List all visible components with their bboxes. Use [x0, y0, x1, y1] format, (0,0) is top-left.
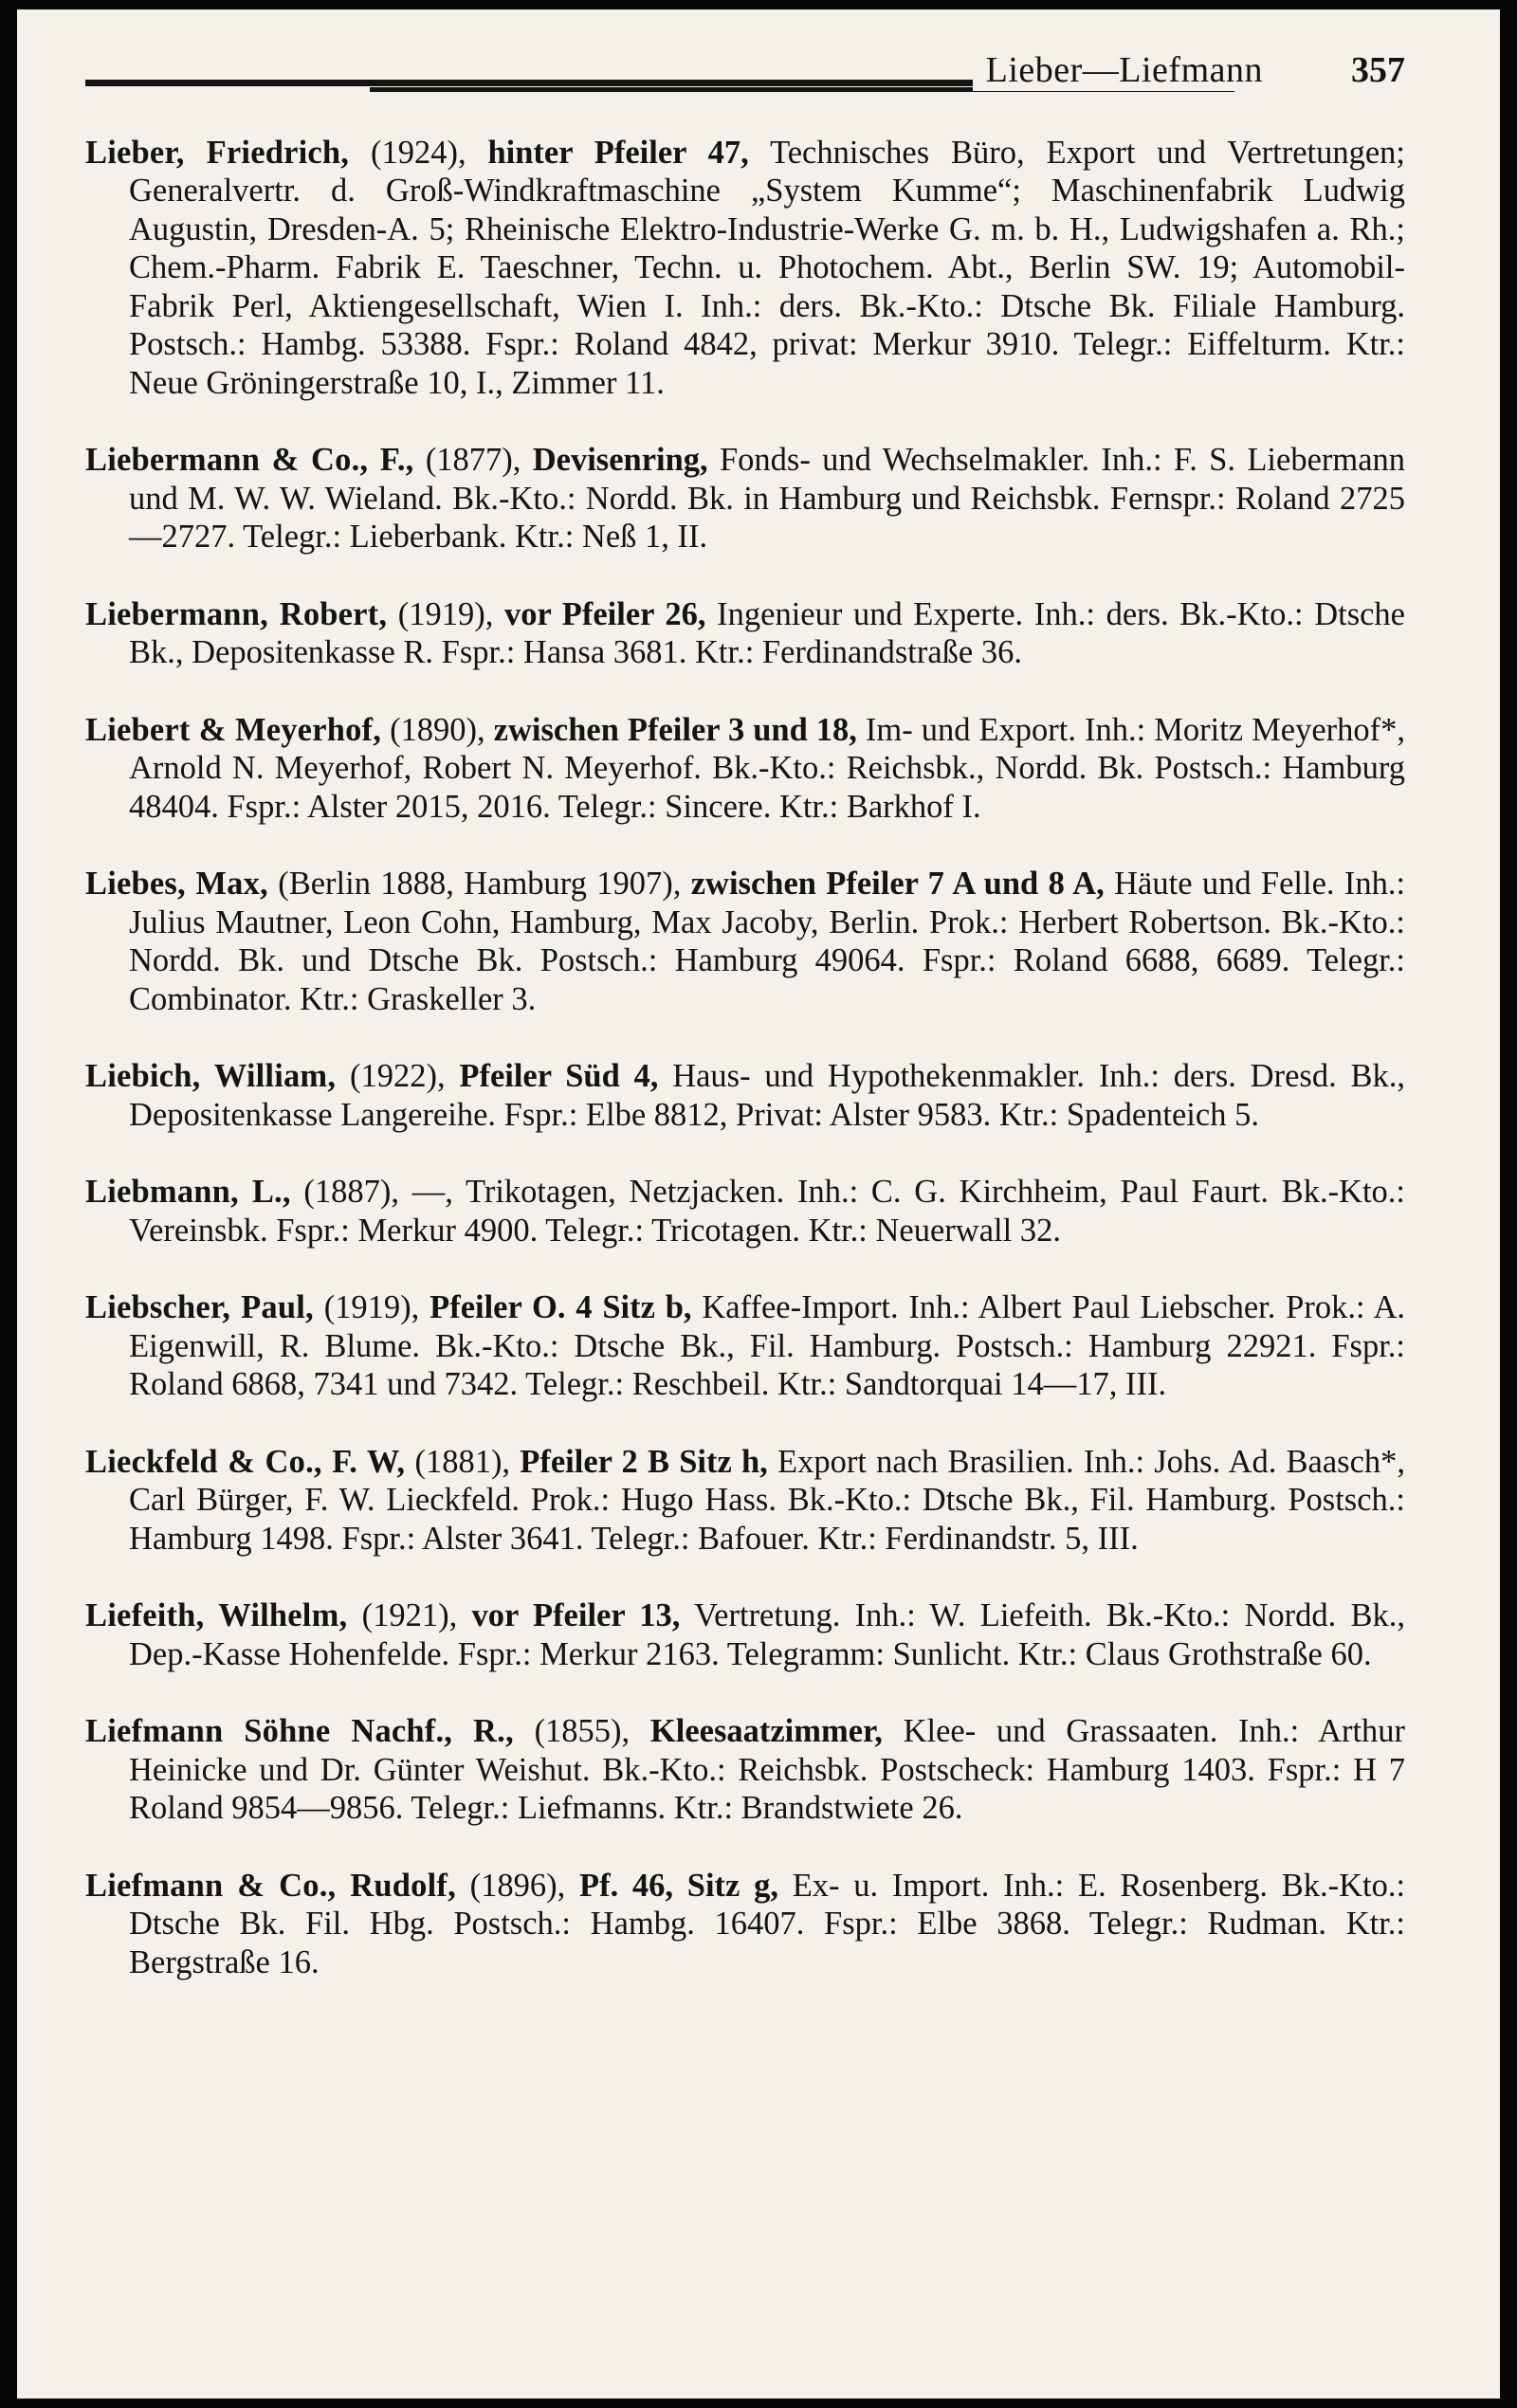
exchange-location: Pfeiler Süd 4, — [459, 1058, 659, 1094]
entry-list — [85, 134, 1405, 1982]
entry-text: Klee- und Grassaaten. Inh.: Arthur Heinicke und Dr. Günter Weishut. Bk.-Kto.: Reichsbk. Postscheck: Hamburg 1403. Fspr.: H 7 Roland 9854—9856. Telegr.: Liefmanns. Ktr.: Brandstwiete 26. — [129, 1713, 1406, 1826]
entry-text: Ex- u. Import. Inh.: E. Rosenberg. Bk.-Kto.: Dtsche Bk. Fil. Hbg. Postsch.: Hambg. 16407. Fspr.: Elbe 3868. Telegr.: Rudman. Ktr.: Bergstraße 16. — [129, 1867, 1406, 1980]
directory-entry — [85, 1596, 1405, 1673]
entry-text: Ingenieur und Experte. Inh.: ders. Bk.-Kto.: Dtsche Bk., Depositenkasse R. Fspr.: Hansa 3681. Ktr.: Ferdinandstraße 36. — [129, 595, 1405, 670]
exchange-location: Kleesaatzimmer, — [649, 1713, 883, 1749]
founding-year: (1922), — [349, 1058, 446, 1094]
founding-year: (1896), — [469, 1867, 566, 1904]
directory-entry — [85, 1173, 1405, 1250]
entry-text: Haus- und Hypothekenmakler. Inh.: ders. Dresd. Bk., Depositenkasse Langereihe. Fspr.: Elbe 8812, Privat: Alster 9583. Ktr.: Spadenteich 5. — [129, 1058, 1405, 1133]
directory-entry — [85, 441, 1405, 556]
founding-year: (1881), — [414, 1443, 511, 1480]
directory-entry — [85, 1867, 1405, 1982]
directory-entry — [85, 711, 1405, 827]
exchange-location: Pfeiler 2 B Sitz h, — [520, 1443, 768, 1480]
entry-text: Export nach Brasilien. Inh.: Johs. Ad. Baasch*, Carl Bürger, F. W. Lieckfeld. Prok.: Hugo Hass. Bk.-Kto.: Dtsche Bk., Fil. Hamburg. Postsch.: Hamburg 1498. Fspr.: Alster 3641. Telegr.: Bafouer. Ktr.: Ferdinandstr. 5, III. — [129, 1443, 1406, 1557]
directory-entry — [85, 1288, 1405, 1404]
firm-name: Liefmann Söhne Nachf., R., — [85, 1713, 514, 1749]
firm-name: Liebert & Meyerhof, — [85, 711, 382, 748]
firm-name: Liebmann, L., — [85, 1174, 291, 1210]
running-head: Lieber—Liefmann — [973, 49, 1263, 91]
firm-name: Liefmann & Co., Rudolf, — [85, 1867, 456, 1904]
directory-entry — [85, 1057, 1405, 1134]
directory-entry — [85, 1443, 1405, 1559]
entry-text: Kaffee-Import. Inh.: Albert Paul Liebscher. Prok.: A. Eigenwill, R. Blume. Bk.-Kto.: Dtsche Bk., Fil. Hamburg. Postsch.: Hamburg 22921. Fspr.: Roland 6868, 7341 und 7342. Telegr.: Reschbeil. Ktr.: Sandtorquai 14—17, III. — [129, 1289, 1406, 1402]
firm-name: Liebermann, Robert, — [85, 595, 388, 632]
founding-year: (Berlin 1888, Hamburg 1907), — [278, 866, 682, 902]
exchange-location: hinter Pfeiler 47, — [487, 134, 749, 171]
exchange-location: Devisenring, — [532, 442, 708, 478]
page-header — [85, 49, 1405, 100]
exchange-location: vor Pfeiler 26, — [504, 595, 706, 632]
founding-year: (1855), — [534, 1713, 631, 1749]
founding-year: (1919), — [323, 1289, 420, 1325]
firm-name: Liebes, Max, — [85, 866, 268, 902]
firm-name: Liebermann & Co., F., — [85, 442, 414, 478]
founding-year: (1921), — [361, 1597, 458, 1633]
entry-text: Im- und Export. Inh.: Moritz Meyerhof*, Arnold N. Meyerhof, Robert N. Meyerhof. Bk.-Kto.: Reichsbk., Nordd. Bk. Postsch.: Hamburg 48404. Fspr.: Alster 2015, 2016. Telegr.: Sincere. Ktr.: Barkhof I. — [129, 711, 1405, 825]
founding-year: (1924), — [371, 134, 466, 171]
entry-text: Technisches Büro, Export und Vertretungen; Generalvertr. d. Groß-Windkraftmaschine „System Kumme“; Maschinenfabrik Ludwig Augustin, Dresden-A. 5; Rheinische Elektro-Industrie-Werke G. m. b. H., Ludwigshafen a. Rh.; Chem.-Pharm. Fabrik E. Taeschner, Techn. u. Photochem. Abt., Berlin SW. 19; Automobil-Fabrik Perl, Aktiengesellschaft, Wien I. Inh.: ders. Bk.-Kto.: Dtsche Bk. Filiale Hamburg. Postsch.: Hambg. 53388. Fspr.: Roland 4842, privat: Merkur 3910. Telegr.: Eiffelturm. Ktr.: Neue Gröningerstraße 10, I., Zimmer 11. — [129, 134, 1406, 401]
page-number: 357 — [1351, 50, 1405, 90]
firm-name: Liebich, William, — [85, 1058, 337, 1094]
founding-year: (1919), — [397, 595, 494, 632]
directory-entry — [85, 1712, 1405, 1828]
entry-text: Fonds- und Wechselmakler. Inh.: F. S. Liebermann und M. W. W. Wieland. Bk.-Kto.: Nordd. Bk. in Hamburg und Reichsbk. Fernspr.: Roland 2725—2727. Telegr.: Lieberbank. Ktr.: Neß 1, II. — [129, 442, 1406, 555]
exchange-location: vor Pfeiler 13, — [471, 1597, 681, 1633]
founding-year: (1890), — [390, 711, 485, 748]
firm-name: Lieber, Friedrich, — [85, 134, 350, 171]
entry-text: —, Trikotagen, Netzjacken. Inh.: C. G. Kirchheim, Paul Faurt. Bk.-Kto.: Vereinsbk. Fspr.: Merkur 4900. Telegr.: Tricotagen. Ktr.: Neuerwall 32. — [129, 1174, 1406, 1249]
exchange-location: zwischen Pfeiler 3 und 18, — [493, 711, 857, 748]
exchange-location: Pf. 46, Sitz g, — [579, 1867, 778, 1904]
directory-entry — [85, 865, 1405, 1018]
founding-year: (1887), — [303, 1174, 400, 1210]
firm-name: Lieckfeld & Co., F. W, — [85, 1443, 406, 1480]
exchange-location: zwischen Pfeiler 7 A und 8 A, — [690, 866, 1105, 902]
entry-text: Vertretung. Inh.: W. Liefeith. Bk.-Kto.: Nordd. Bk., Dep.-Kasse Hohenfelde. Fspr.: Merkur 2163. Telegramm: Sunlicht. Ktr.: Claus Grothstraße 60. — [129, 1597, 1406, 1672]
entry-text: Häute und Felle. Inh.: Julius Mautner, Leon Cohn, Hamburg, Max Jacoby, Berlin. Prok.: Herbert Robertson. Bk.-Kto.: Nordd. Bk. und Dtsche Bk. Postsch.: Hamburg 49064. Fspr.: Roland 6688, 6689. Telegr.: Combinator. Ktr.: Graskeller 3. — [129, 866, 1406, 1017]
firm-name: Liebscher, Paul, — [85, 1289, 314, 1325]
directory-entry — [85, 134, 1405, 403]
firm-name: Liefeith, Wilhelm, — [85, 1597, 348, 1633]
directory-page — [17, 9, 1500, 2399]
exchange-location: Pfeiler O. 4 Sitz b, — [430, 1289, 692, 1325]
founding-year: (1877), — [425, 442, 521, 478]
directory-entry — [85, 595, 1405, 672]
